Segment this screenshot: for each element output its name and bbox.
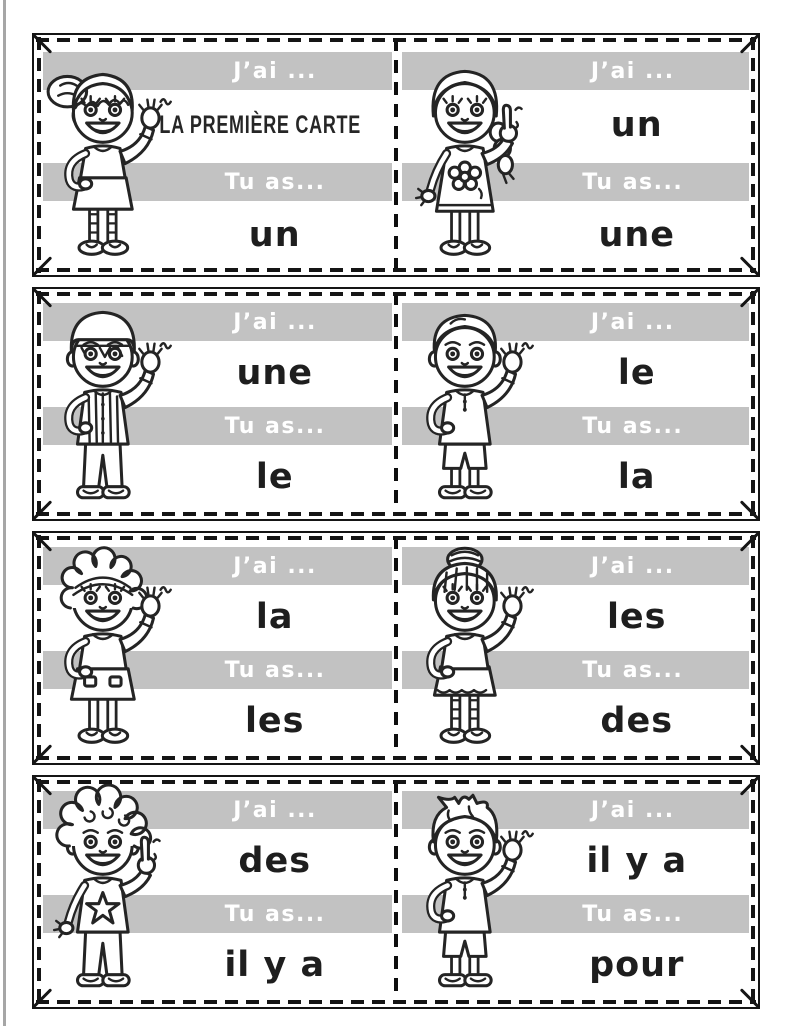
bottom-word: des xyxy=(600,701,674,741)
bottom-word: il y a xyxy=(224,945,326,985)
bottom-word-zone xyxy=(164,935,385,995)
game-card-2 xyxy=(396,35,758,275)
top-word: les xyxy=(606,597,667,637)
game-card-3 xyxy=(34,289,396,519)
card-row-1 xyxy=(32,33,760,277)
page-edge-line xyxy=(3,0,6,1026)
bottom-word: pour xyxy=(589,945,685,985)
kid-illustration-girl-ponytail-waving xyxy=(40,41,192,270)
tuas-label: Tu as... xyxy=(582,657,684,683)
top-word: la xyxy=(255,597,294,637)
bottom-word-zone xyxy=(526,935,747,995)
jai-label: J’ai ... xyxy=(590,553,675,579)
game-card-1 xyxy=(34,35,396,275)
cut-line-vertical xyxy=(394,780,398,1004)
bottom-word: le xyxy=(255,457,294,497)
top-word: il y a xyxy=(586,841,688,881)
first-card-note-text: LA PREMIÈRE CARTE xyxy=(159,110,362,139)
card-row-2 xyxy=(32,287,760,521)
top-word-zone xyxy=(526,343,747,403)
bottom-word-zone xyxy=(526,205,747,265)
game-card-5 xyxy=(34,533,396,763)
game-card-6 xyxy=(396,533,758,763)
tuas-label: Tu as... xyxy=(224,169,326,195)
cut-line-vertical xyxy=(394,536,398,760)
jai-label: J’ai ... xyxy=(590,309,675,335)
bottom-word: un xyxy=(248,215,301,255)
jai-label: J’ai ... xyxy=(233,309,317,335)
tuas-label: Tu as... xyxy=(582,413,684,439)
jai-label: J’ai ... xyxy=(233,553,317,579)
top-word: une xyxy=(236,353,314,393)
top-word-zone xyxy=(526,587,747,647)
top-word: le xyxy=(617,353,656,393)
tuas-label: Tu as... xyxy=(582,169,684,195)
game-card-4 xyxy=(396,289,758,519)
bottom-word-zone xyxy=(164,447,385,507)
tuas-label: Tu as... xyxy=(224,657,326,683)
top-word-zone xyxy=(164,343,385,403)
bottom-word-zone xyxy=(164,691,385,751)
bottom-word: les xyxy=(244,701,305,741)
card-row-4 xyxy=(32,775,760,1009)
kid-illustration-girl-curlyhair-waving xyxy=(40,539,192,758)
tuas-label: Tu as... xyxy=(582,901,684,927)
bottom-word-zone xyxy=(164,205,385,265)
bottom-word: la xyxy=(617,457,656,497)
jai-label: J’ai ... xyxy=(590,58,675,84)
worksheet-card-grid xyxy=(32,33,760,1009)
jai-label: J’ai ... xyxy=(233,797,317,823)
cut-line-vertical xyxy=(394,292,398,516)
cut-line-vertical xyxy=(394,38,398,272)
kid-illustration-boy-shorthair-waving xyxy=(402,295,554,514)
kid-illustration-boy-curlyhair-pointing xyxy=(40,783,192,1002)
tuas-label: Tu as... xyxy=(224,901,326,927)
jai-label: J’ai ... xyxy=(233,58,317,84)
top-word-zone xyxy=(526,95,747,155)
game-card-8 xyxy=(396,777,758,1007)
top-word-zone xyxy=(164,831,385,891)
kid-illustration-boy-beanie-waving xyxy=(40,295,192,514)
top-word-zone xyxy=(526,831,747,891)
game-card-7 xyxy=(34,777,396,1007)
bottom-word: une xyxy=(598,215,676,255)
card-row-3 xyxy=(32,531,760,765)
top-word: un xyxy=(610,105,663,145)
top-word-zone xyxy=(164,587,385,647)
kid-illustration-girl-bun-waving xyxy=(402,539,554,758)
bottom-word-zone xyxy=(526,447,747,507)
tuas-label: Tu as... xyxy=(224,413,326,439)
kid-illustration-boy-messyhair-waving xyxy=(402,783,554,1002)
kid-illustration-girl-braid-pointing xyxy=(402,41,554,270)
bottom-word-zone xyxy=(526,691,747,751)
jai-label: J’ai ... xyxy=(590,797,675,823)
top-word: des xyxy=(238,841,312,881)
